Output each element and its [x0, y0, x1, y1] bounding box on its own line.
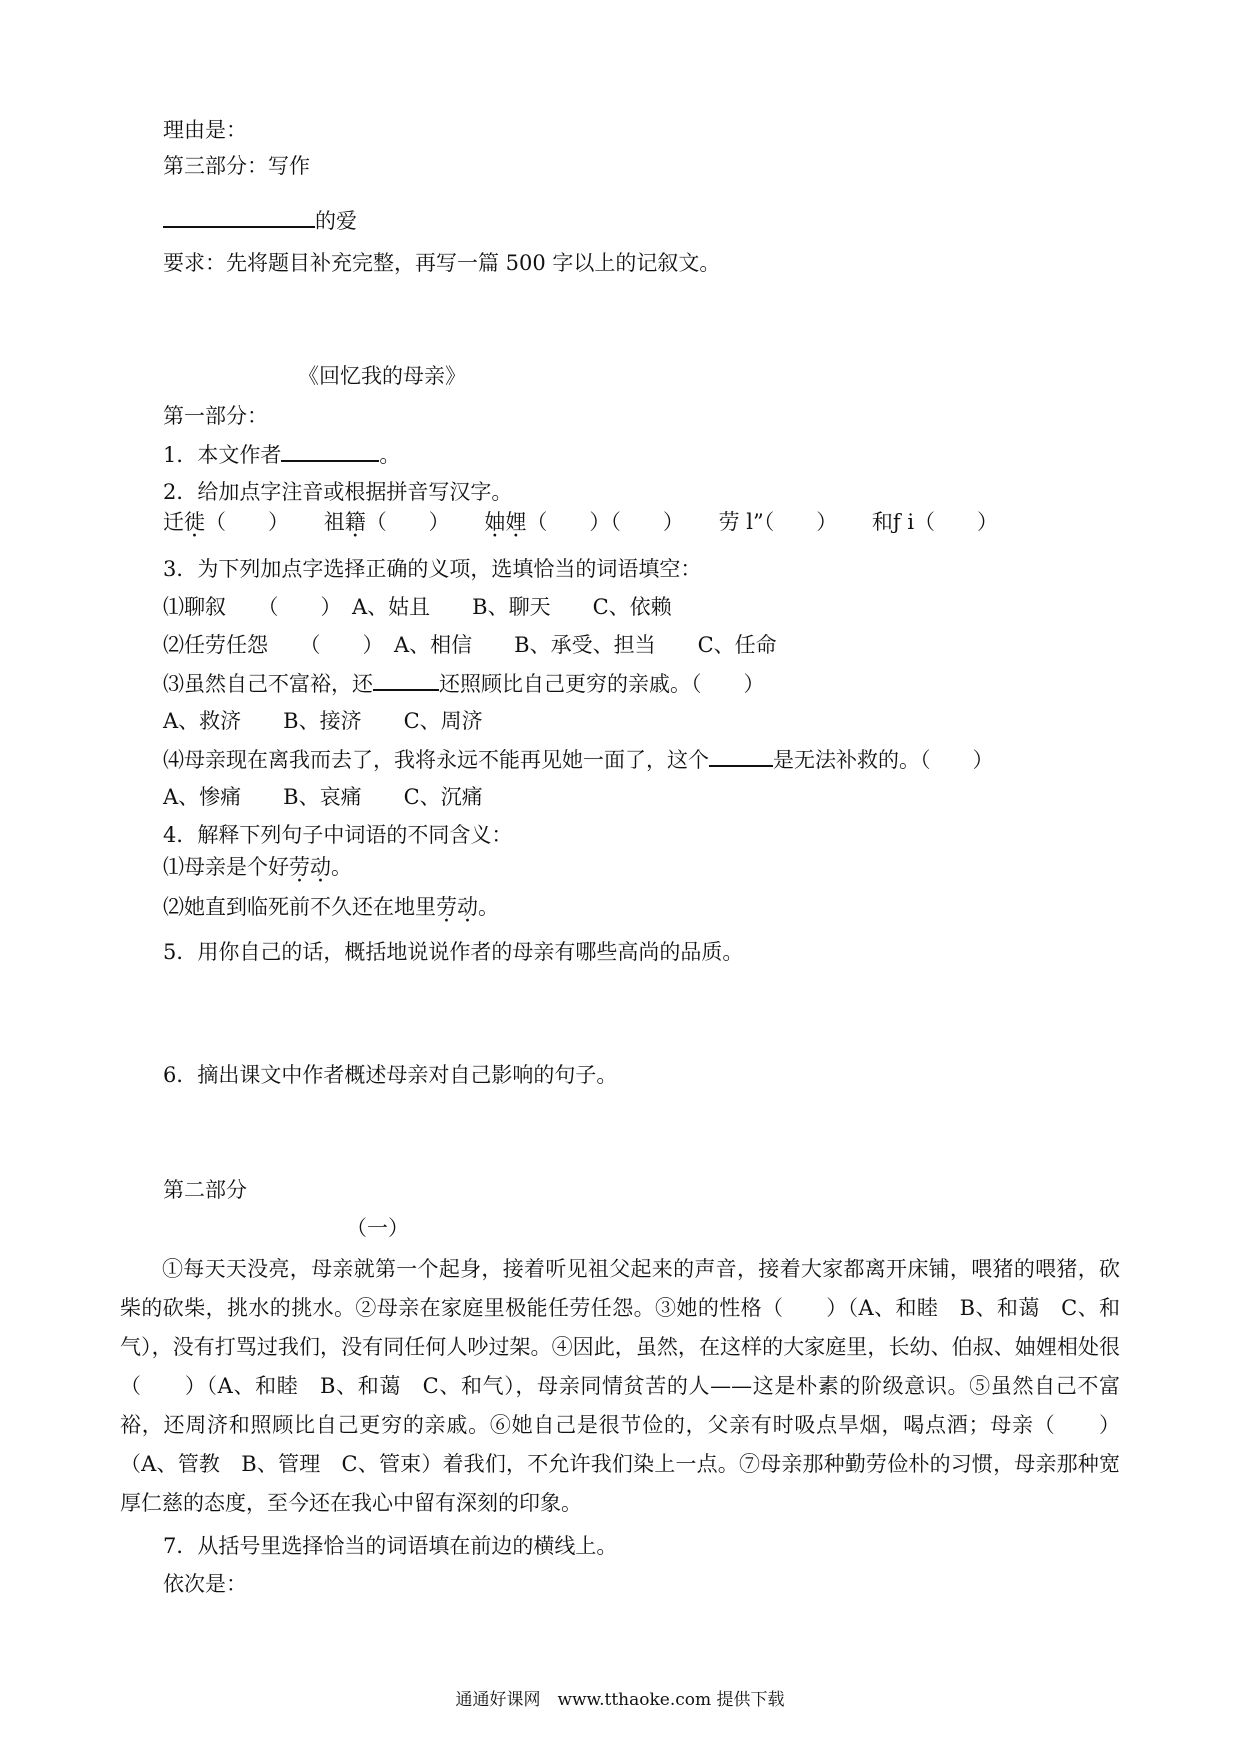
reading-passage: ①每天天没亮，母亲就第一个起身，接着听见祖父起来的声音，接着大家都离开床铺，喂猪的喂猪，砍柴的砍柴，挑水的挑水。②母亲在家庭里极能任劳任怨。③她的性格（ ）（A、和睦 B、和蔼 C、和气），没有打骂过我们，没有同任何人吵过架。④因此，虽然，在这样的大家庭里，长幼、伯叔、妯娌相处很（ ）（A、和睦 B、和蔼 C、和气），母亲同情贫苦的人——这是朴素的阶级意识。⑤虽然自己不富裕，还周济和照顾比自己更穷的亲戚。⑥她自己是很节俭的，父亲有时吸点旱烟，喝点酒；母亲（ ）（A、管教 B、管理 C、管束）着我们，不允许我们染上一点。⑦母亲那种勤劳俭朴的习惯，母亲那种宽厚仁慈的态度，至今还在我心中留有深刻的印象。 — [120, 1257, 1120, 1515]
part2-heading: 第二部分 — [163, 1178, 247, 1202]
question-3-3-options: A、救济 B、接济 C、周济 — [163, 709, 483, 733]
essay-title-suffix: 的爱 — [315, 209, 357, 233]
question-7-answer: 依次是： — [163, 1572, 247, 1596]
question-3-2: ⑵任劳任怨 （ ） A、相信 B、承受、担当 C、任命 — [163, 633, 777, 657]
essay-title-blank — [163, 206, 315, 228]
question-1: 1．本文作者 。 — [163, 440, 400, 469]
question-3: 3．为下列加点字选择正确的义项，选填恰当的词语填空： — [163, 557, 702, 581]
question-3-1: ⑴聊叙 （ ） A、姑且 B、聊天 C、依赖 — [163, 595, 672, 619]
question-3-3: ⑶虽然自己不富裕，还 还照顾比自己更穷的亲戚。（ ） — [163, 669, 765, 698]
question-4-1: ⑴母亲是个好劳动。 — [163, 855, 352, 879]
q3-4-blank — [709, 745, 773, 767]
q2-item-zhouli: 妯娌（ ）（ ） — [484, 510, 684, 534]
essay-title-line — [163, 206, 357, 235]
part1-heading: 第一部分： — [163, 404, 268, 428]
part3-heading: 第三部分：写作 — [163, 154, 310, 178]
author-blank — [281, 440, 379, 462]
section-number: （一） — [346, 1216, 409, 1240]
question-3-4-options: A、惨痛 B、哀痛 C、沉痛 — [163, 785, 483, 809]
question-4-2: ⑵她直到临死前不久还在地里劳动。 — [163, 895, 499, 919]
essay-requirement: 要求：先将题目补充完整，再写一篇 500 字以上的记叙文。 — [163, 251, 721, 275]
q2-item-lao: 劳 l”（ ） — [718, 510, 838, 534]
download-footer: 通通好课网 www.tthaoke.com 提供下载 — [455, 1690, 785, 1710]
reason-line: 理由是： — [163, 118, 247, 142]
q2-item-zuji: 祖籍（ ） — [323, 510, 450, 534]
question-3-4: ⑷母亲现在离我而去了，我将永远不能再见她一面了，这个 是无法补救的。（ ） — [163, 745, 994, 774]
q2-item-qianxi: 迁徙（ ） — [163, 510, 289, 534]
question-2-items — [163, 508, 1013, 536]
question-6: 6．摘出课文中作者概述母亲对自己影响的句子。 — [163, 1063, 618, 1087]
question-5: 5．用你自己的话，概括地说说作者的母亲有哪些高尚的品质。 — [163, 940, 744, 964]
question-7: 7．从括号里选择恰当的词语填在前边的横线上。 — [163, 1534, 618, 1558]
lesson-title: 《回忆我的母亲》 — [298, 364, 466, 388]
question-2: 2．给加点字注音或根据拼音写汉字。 — [163, 480, 513, 504]
q3-3-blank — [373, 669, 439, 691]
question-4: 4．解释下列句子中词语的不同含义： — [163, 823, 513, 847]
q2-item-he: 和ƒ i（ ） — [871, 510, 999, 534]
